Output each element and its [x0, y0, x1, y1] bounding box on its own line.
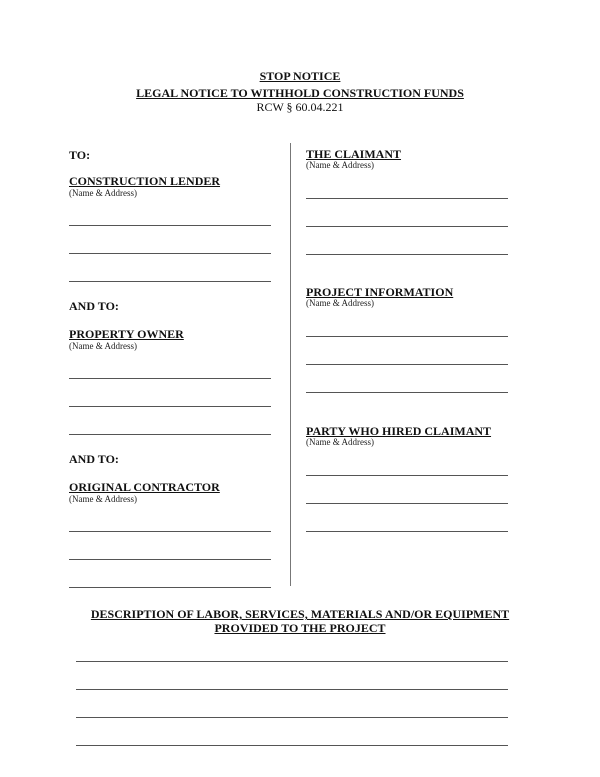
- property-owner-label: PROPERTY OWNER: [69, 327, 184, 341]
- party-who-hired-claimant-hint: (Name & Address): [306, 437, 374, 447]
- claimant-label: THE CLAIMANT: [306, 147, 402, 161]
- construction-lender-line-1[interactable]: [69, 225, 271, 226]
- construction-lender-hint: (Name & Address): [69, 188, 137, 198]
- original-contractor-label: ORIGINAL CONTRACTOR: [69, 480, 220, 494]
- statute-reference: RCW § 60.04.221: [256, 100, 344, 114]
- property-owner-line-2[interactable]: [69, 406, 271, 407]
- property-owner-hint: (Name & Address): [69, 341, 137, 351]
- description-line-2[interactable]: [76, 689, 508, 690]
- project-information-label: PROJECT INFORMATION: [306, 285, 454, 299]
- original-contractor-line-3[interactable]: [69, 587, 271, 588]
- to-label: TO:: [69, 148, 91, 162]
- claimant-line-2[interactable]: [306, 226, 508, 227]
- original-contractor-hint: (Name & Address): [69, 494, 137, 504]
- project-information-line-1[interactable]: [306, 336, 508, 337]
- project-information-line-2[interactable]: [306, 364, 508, 365]
- description-line-3[interactable]: [76, 717, 508, 718]
- original-contractor-line-2[interactable]: [69, 559, 271, 560]
- construction-lender-line-2[interactable]: [69, 253, 271, 254]
- party-who-hired-claimant-line-2[interactable]: [306, 503, 508, 504]
- description-line-4[interactable]: [76, 745, 508, 746]
- party-who-hired-claimant-line-1[interactable]: [306, 475, 508, 476]
- and-to-label-2: AND TO:: [69, 452, 119, 466]
- party-who-hired-claimant-line-3[interactable]: [306, 531, 508, 532]
- property-owner-line-3[interactable]: [69, 434, 271, 435]
- form-subtitle: LEGAL NOTICE TO WITHHOLD CONSTRUCTION FUNDS: [136, 86, 464, 100]
- project-information-line-3[interactable]: [306, 392, 508, 393]
- description-heading-line-2: PROVIDED TO THE PROJECT: [214, 621, 386, 635]
- claimant-line-3[interactable]: [306, 254, 508, 255]
- claimant-hint: (Name & Address): [306, 160, 374, 170]
- description-line-1[interactable]: [76, 661, 508, 662]
- and-to-label-1: AND TO:: [69, 299, 119, 313]
- property-owner-line-1[interactable]: [69, 378, 271, 379]
- claimant-line-1[interactable]: [306, 198, 508, 199]
- construction-lender-line-3[interactable]: [69, 281, 271, 282]
- party-who-hired-claimant-label: PARTY WHO HIRED CLAIMANT: [306, 424, 492, 438]
- column-divider: [290, 143, 291, 586]
- construction-lender-label: CONSTRUCTION LENDER: [69, 174, 221, 188]
- form-title: STOP NOTICE: [259, 69, 341, 83]
- project-information-hint: (Name & Address): [306, 298, 374, 308]
- original-contractor-line-1[interactable]: [69, 531, 271, 532]
- description-heading-line-1: DESCRIPTION OF LABOR, SERVICES, MATERIALS AND/OR EQUIPMENT: [90, 607, 510, 621]
